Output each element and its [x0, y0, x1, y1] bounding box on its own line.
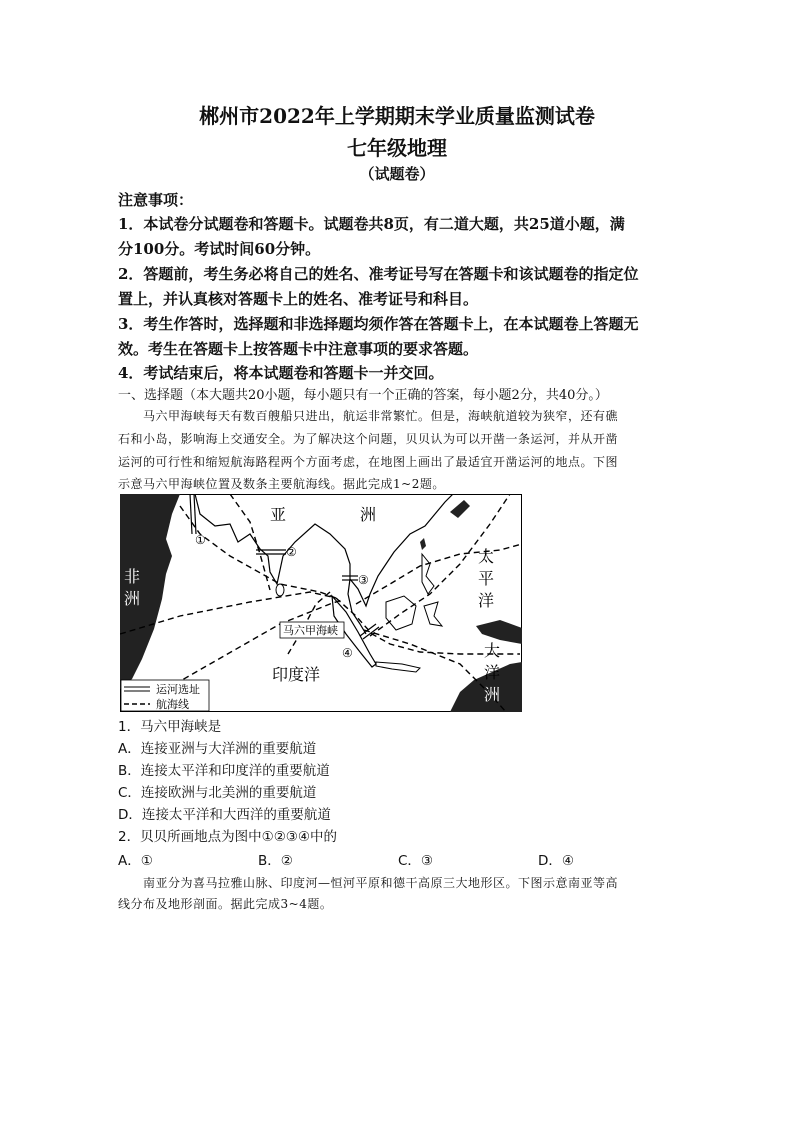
passage-2-line: 线分布及地形剖面。据此完成3~4题。 [118, 897, 333, 911]
label-pacific-2: 平 [478, 569, 495, 588]
question-1-option-d: D．连接太平洋和大西洋的重要航道 [118, 807, 331, 823]
passage-line: 运河的可行性和缩短航海路程两个方面考虑，在地图上画出了最适宜开凿运河的地点。下图 [118, 455, 619, 469]
marker-4: ④ [342, 646, 353, 660]
passage-line: 马六甲海峡每天有数百艘船只进出，航运非常繁忙。但是，海峡航道较为狭窄，还有礁 [118, 409, 619, 423]
question-1-option-b: B．连接太平洋和印度洋的重要航道 [118, 763, 330, 779]
exam-volume: （试题卷） [359, 165, 435, 183]
question-2-stem: 2．贝贝所画地点为图中①②③④中的 [118, 829, 337, 845]
passage-2-line: 南亚分为喜马拉雅山脉、印度河—恒河平原和德干高原三大地形区。下图示意南亚等高 [118, 876, 619, 890]
notice-line: 效。考生在答题卡上按答题卡中注意事项的要求答题。 [118, 340, 479, 358]
question-1-option-c: C．连接欧洲与北美洲的重要航道 [118, 785, 317, 801]
notice-line: 置上，并认真核对答题卡上的姓名、准考证号和科目。 [118, 290, 479, 308]
label-indian-ocean: 印度洋 [272, 665, 321, 684]
label-oceania-1: 大 [484, 641, 501, 660]
section-heading: 一、选择题（本大题共20小题，每小题只有一个正确的答案，每小题2分，共40分。） [118, 388, 608, 403]
passage-line: 示意马六甲海峡位置及数条主要航海线。据此完成1~2题。 [118, 477, 445, 491]
passage-line: 石和小岛，影响海上交通安全。为了解决这个问题，贝贝认为可以开凿一条运河，并从开凿 [118, 432, 619, 446]
legend-route: 航海线 [156, 698, 189, 711]
label-strait: 马六甲海峡 [283, 624, 338, 637]
question-1-option-a: A．连接亚洲与大洋洲的重要航道 [118, 741, 317, 757]
malacca-strait-map [120, 494, 522, 712]
notice-line: 分100分。考试时间60分钟。 [118, 240, 321, 258]
exam-title: 郴州市2022年上学期期末学业质量监测试卷 [199, 104, 595, 128]
question-2-option-d: D．④ [538, 853, 574, 869]
legend-canal: 运河选址 [156, 683, 200, 696]
label-oceania-2: 洋 [484, 663, 501, 682]
label-africa-2: 洲 [124, 589, 141, 608]
label-asia-2: 洲 [360, 505, 377, 524]
notice-line: 4．考试结束后，将本试题卷和答题卡一并交回。 [118, 364, 444, 382]
exam-subject: 七年级地理 [347, 136, 447, 160]
label-pacific-3: 洋 [478, 591, 495, 610]
question-1-stem: 1．马六甲海峡是 [118, 719, 222, 735]
label-oceania-3: 洲 [484, 685, 501, 704]
question-2-option-b: B．② [258, 853, 293, 869]
label-asia-1: 亚 [270, 505, 287, 524]
notice-line: 1．本试卷分试题卷和答题卡。试题卷共8页，有二道大题，共25道小题，满 [118, 215, 625, 233]
marker-1: ① [195, 533, 206, 547]
label-africa-1: 非 [124, 567, 141, 586]
map-legend [121, 680, 209, 711]
notice-line: 2．答题前，考生务必将自己的姓名、准考证号写在答题卡和该试题卷的指定位 [118, 265, 639, 283]
marker-3: ③ [358, 573, 369, 587]
notice-line: 3．考生作答时，选择题和非选择题均须作答在答题卡上，在本试题卷上答题无 [118, 315, 639, 333]
marker-2: ② [286, 545, 297, 559]
question-2-option-a: A．① [118, 853, 153, 869]
notice-heading: 注意事项： [118, 191, 194, 209]
label-pacific-1: 太 [478, 547, 495, 566]
question-2-option-c: C．③ [398, 853, 434, 869]
